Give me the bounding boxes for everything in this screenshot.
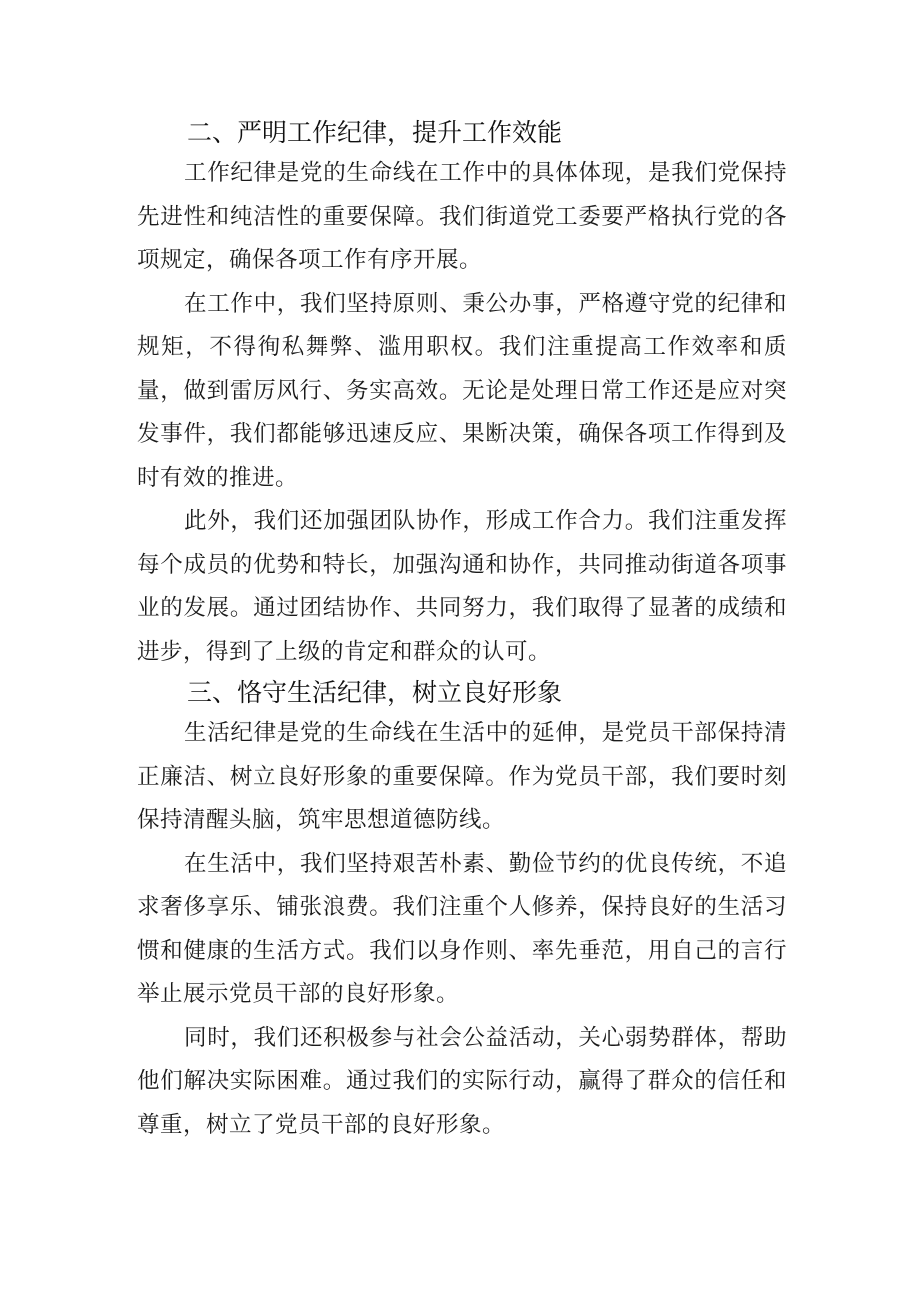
paragraph: 生活纪律是党的生命线在生活中的延伸，是党员干部保持清正廉洁、树立良好形象的重要保障。作为党员干部，我们要时刻保持清醒头脑，筑牢思想道德防线。	[137, 720, 787, 833]
paragraph: 此外，我们还加强团队协作，形成工作合力。我们注重发挥每个成员的优势和特长，加强沟通和协作，共同推动街道各项事业的发展。通过团结协作、共同努力，我们取得了显著的成绩和进步，得到了上级的肯定和群众的认可。	[137, 508, 787, 665]
section-heading-2: 二、严明工作纪律，提升工作效能	[187, 118, 563, 147]
paragraph: 同时，我们还积极参与社会公益活动，关心弱势群体，帮助他们解决实际困难。通过我们的实际行动，赢得了群众的信任和尊重，树立了党员干部的良好形象。	[137, 1024, 787, 1138]
paragraph: 在工作中，我们坚持原则、秉公办事，严格遵守党的纪律和规矩，不得徇私舞弊、滥用职权。我们注重提高工作效率和质量，做到雷厉风行、务实高效。无论是处理日常工作还是应对突发事件，我们都能够迅速反应、果断决策，确保各项工作得到及时有效的推进。	[137, 290, 787, 491]
section-heading-3: 三、恪守生活纪律，树立良好形象	[187, 678, 563, 707]
paragraph: 工作纪律是党的生命线在工作中的具体体现，是我们党保持先进性和纯洁性的重要保障。我们街道党工委要严格执行党的各项规定，确保各项工作有序开展。	[137, 160, 787, 273]
paragraph: 在生活中，我们坚持艰苦朴素、勤俭节约的优良传统，不追求奢侈享乐、铺张浪费。我们注重个人修养，保持良好的生活习惯和健康的生活方式。我们以身作则、率先垂范，用自己的言行举止展示党员干部的良好形象。	[137, 850, 787, 1007]
